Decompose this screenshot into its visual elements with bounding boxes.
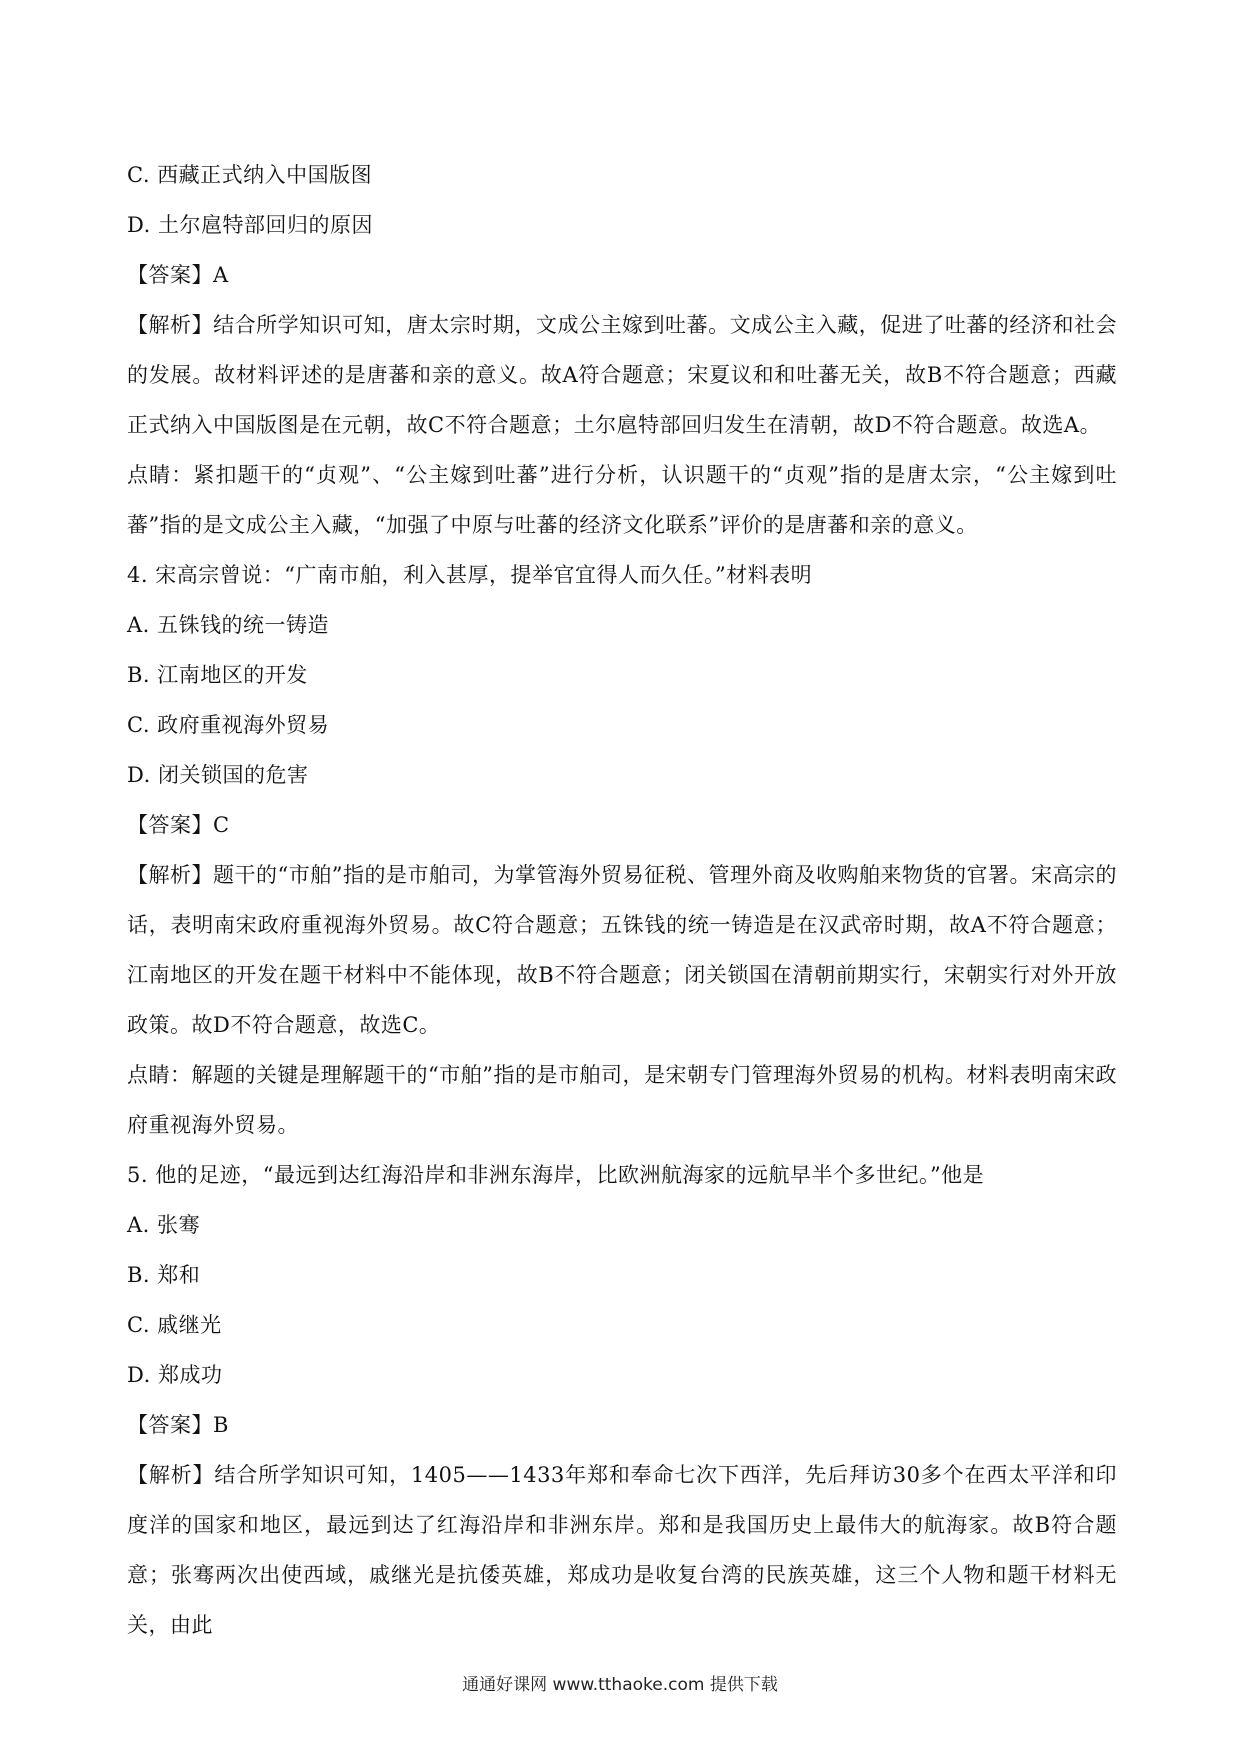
q5-option-a: A. 张骞 xyxy=(127,1213,201,1237)
q4-option-b: B. 江南地区的开发 xyxy=(127,663,308,687)
q3-option-d: D. 土尔扈特部回归的原因 xyxy=(127,213,373,237)
q4-option-d: D. 闭关锁国的危害 xyxy=(127,763,309,787)
q5-analysis: 【解析】结合所学知识可知，1405——1433年郑和奉命七次下西洋，先后拜访30多个在西太平洋和印度洋的国家和地区，最远到达了红海沿岸和非洲东岸。郑和是我国历史上最伟大的航海家。故B符合题意；张骞两次出使西域，戚继光是抗倭英雄，郑成功是收复台湾的民族英雄，这三个人物和题干材料无关，由此 xyxy=(127,1463,1117,1637)
q4-option-c: C. 政府重视海外贸易 xyxy=(127,713,330,737)
q5-option-b: B. 郑和 xyxy=(127,1263,201,1287)
q5-option-d: D. 郑成功 xyxy=(127,1363,223,1387)
q4-option-a: A. 五铢钱的统一铸造 xyxy=(127,613,330,637)
document-body xyxy=(127,150,1117,1650)
q3-analysis: 【解析】结合所学知识可知，唐太宗时期，文成公主嫁到吐蕃。文成公主入藏，促进了吐蕃的经济和社会的发展。故材料评述的是唐蕃和亲的意义。故A符合题意；宋夏议和和吐蕃无关，故B不符合题意；西藏正式纳入中国版图是在元朝，故C不符合题意；土尔扈特部回归发生在清朝，故D不符合题意。故选A。 xyxy=(127,313,1117,437)
q5-option-c: C. 戚继光 xyxy=(127,1313,222,1337)
q4-analysis: 【解析】题干的“市舶”指的是市舶司，为掌管海外贸易征税、管理外商及收购舶来物货的官署。宋高宗的话，表明南宋政府重视海外贸易。故C符合题意；五铢钱的统一铸造是在汉武帝时期，故A不符合题意；江南地区的开发在题干材料中不能体现，故B不符合题意；闭关锁国在清朝前期实行，宋朝实行对外开放政策。故D不符合题意，故选C。 xyxy=(127,863,1117,1037)
q4-answer: 【答案】C xyxy=(127,813,230,837)
q4-tip: 点睛：解题的关键是理解题干的“市舶”指的是市舶司，是宋朝专门管理海外贸易的机构。材料表明南宋政府重视海外贸易。 xyxy=(127,1063,1117,1137)
q3-tip: 点睛：紧扣题干的“贞观”、“公主嫁到吐蕃”进行分析，认识题干的“贞观”指的是唐太宗，“公主嫁到吐蕃”指的是文成公主入藏，“加强了中原与吐蕃的经济文化联系”评价的是唐蕃和亲的意义。 xyxy=(127,463,1117,537)
q3-option-c: C. 西藏正式纳入中国版图 xyxy=(127,163,373,187)
page-footer: 通通好课网 www.tthaoke.com 提供下载 xyxy=(462,1675,778,1695)
q4-stem: 4. 宋高宗曾说：“广南市舶，利入甚厚，提举官宜得人而久任。”材料表明 xyxy=(127,563,813,587)
q5-stem: 5. 他的足迹，“最远到达红海沿岸和非洲东海岸，比欧洲航海家的远航早半个多世纪。”他是 xyxy=(127,1163,985,1187)
q5-answer: 【答案】B xyxy=(127,1413,229,1437)
q3-answer: 【答案】A xyxy=(127,263,229,287)
